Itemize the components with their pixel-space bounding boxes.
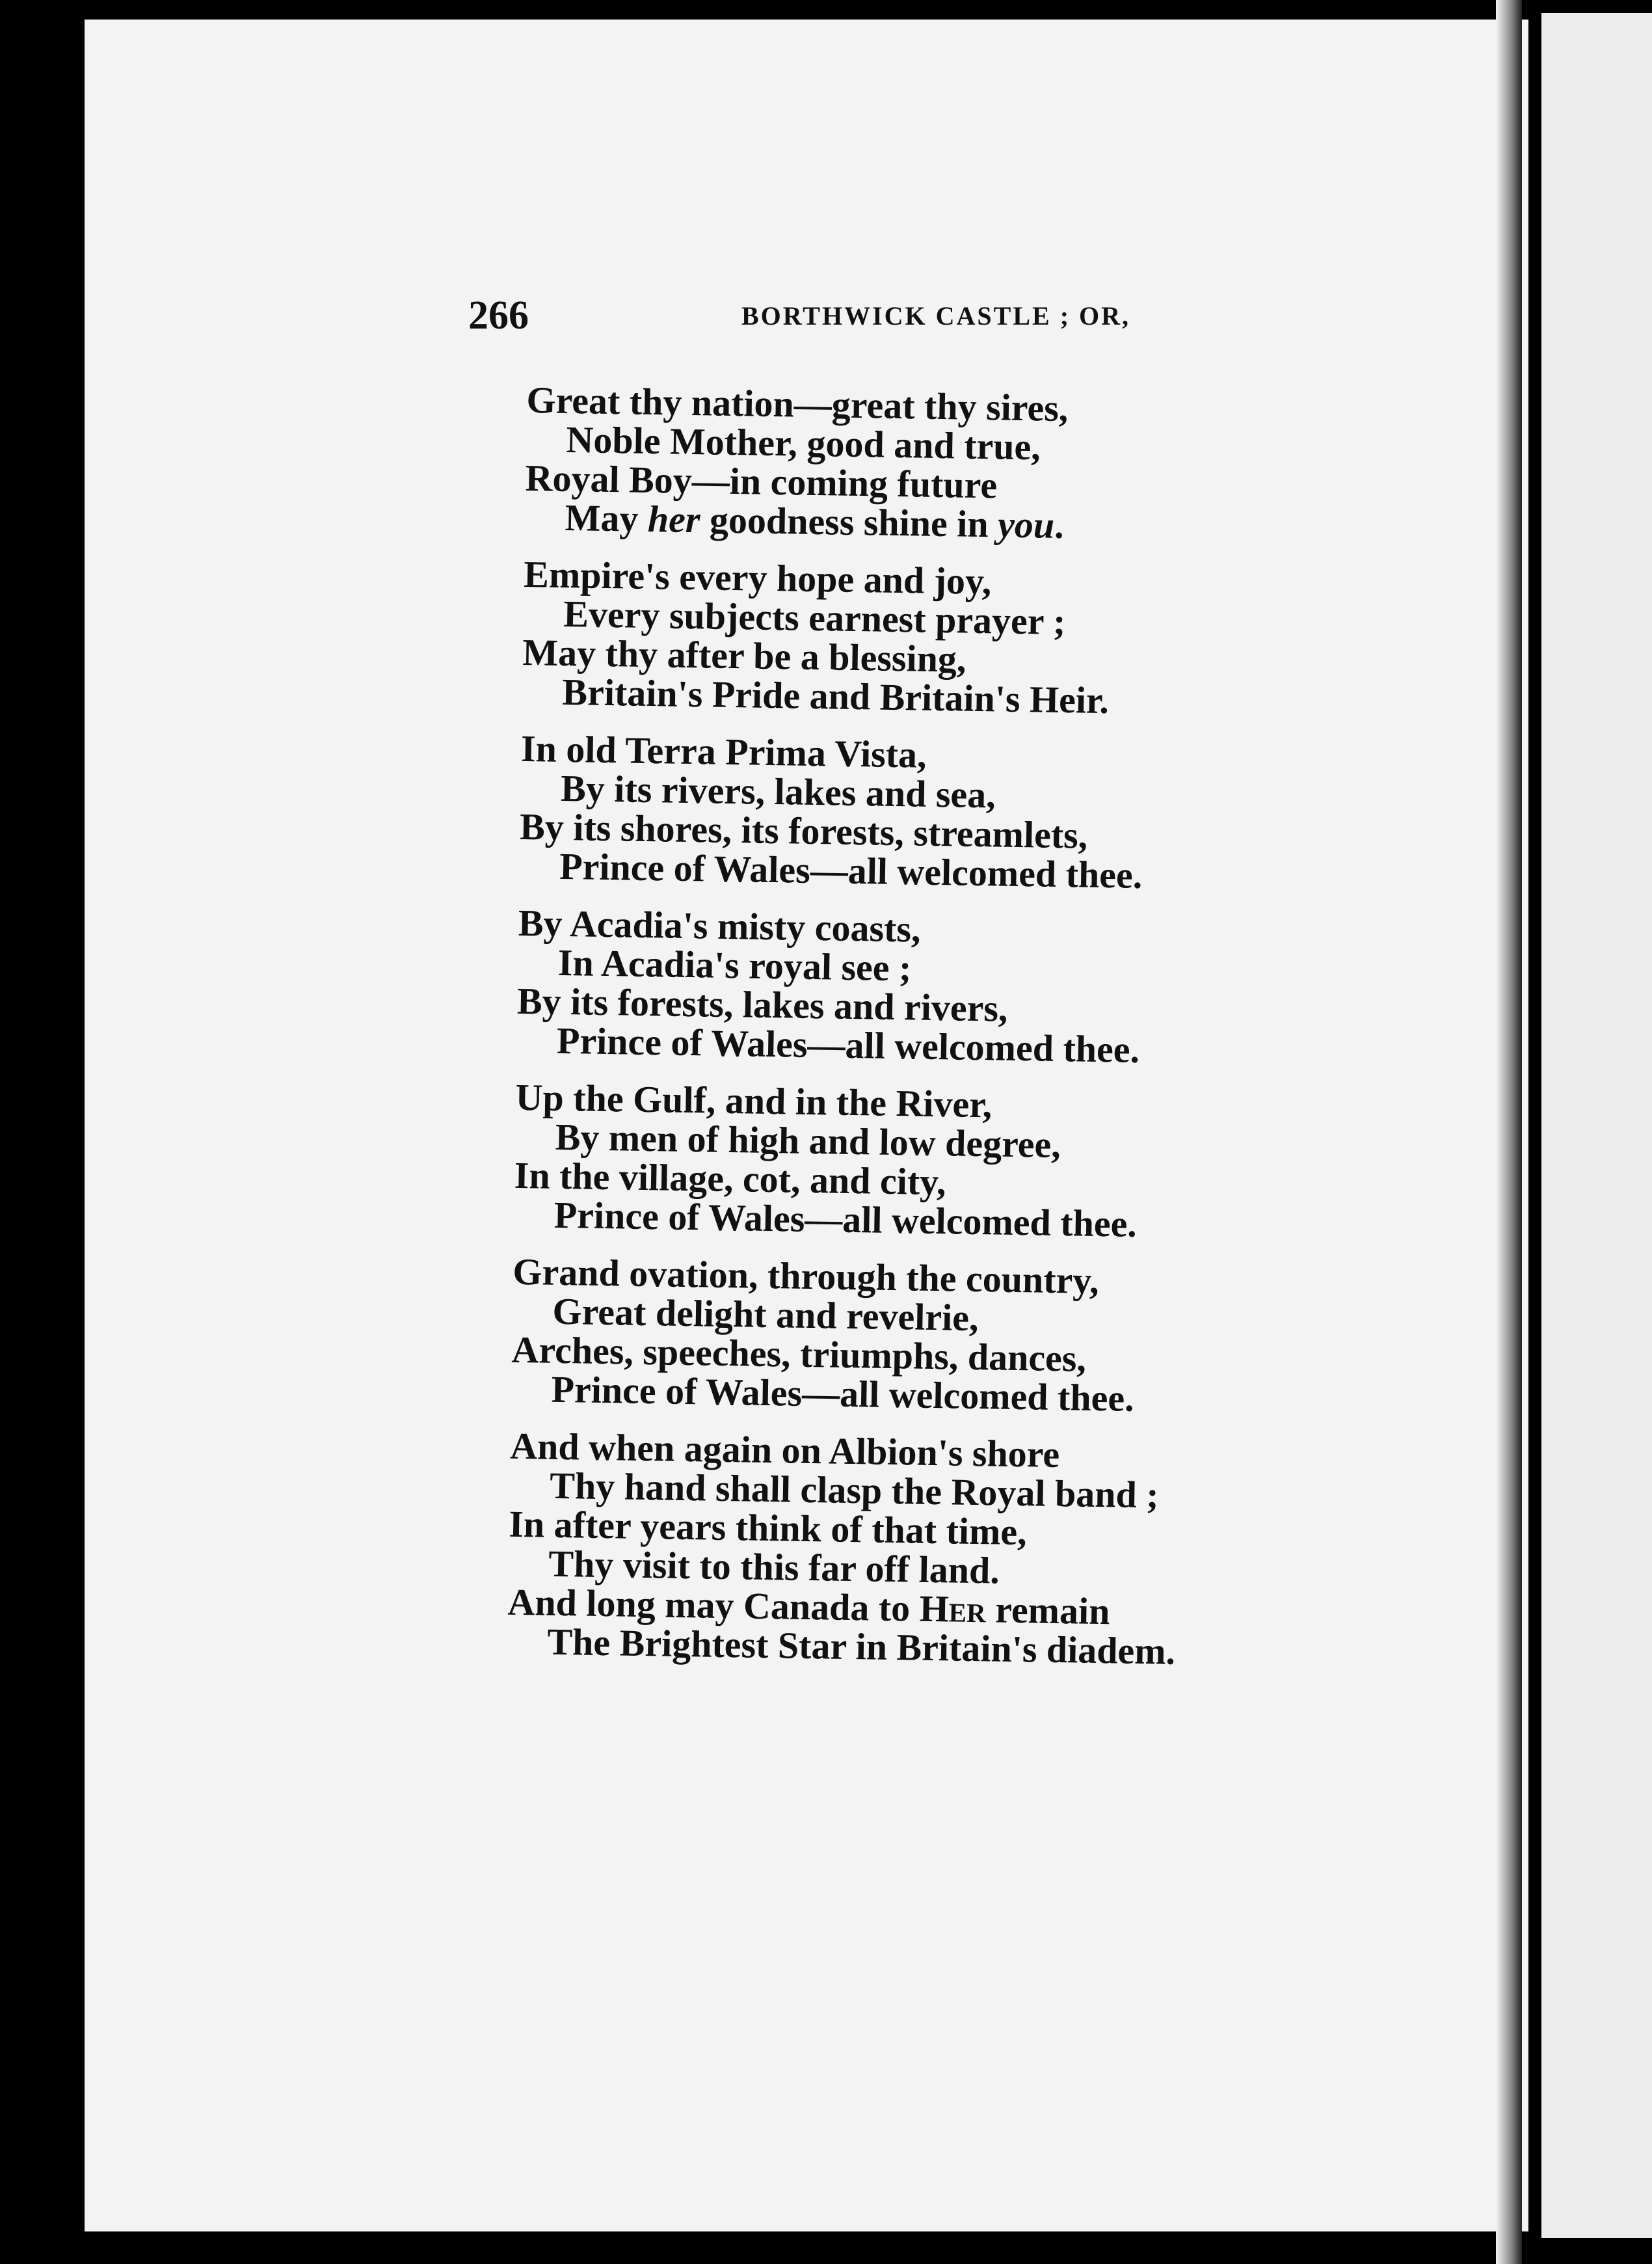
poem-line: Prince of Wales—all welcomed thee.: [551, 1368, 1135, 1420]
emphasis-span: her: [647, 497, 701, 541]
poem-line: Thy visit to this far off land.: [548, 1542, 1000, 1592]
poem-line: Britain's Pride and Britain's Heir.: [561, 670, 1110, 722]
poem-line: Great thy nation—great thy sires,: [526, 379, 1069, 430]
poem-line: May thy after be a blessing,: [522, 630, 966, 681]
poem-line: Every subjects earnest prayer ;: [563, 592, 1066, 643]
facing-page-edge: [1541, 13, 1652, 2238]
poem-line: Up the Gulf, and in the River,: [515, 1075, 993, 1126]
poem-line: Thy hand shall clasp the Royal band ;: [549, 1464, 1160, 1516]
book-gutter: [1496, 0, 1522, 2264]
poem-line: Empire's every hope and joy,: [523, 552, 992, 603]
poem-line: In Acadia's royal see ;: [557, 941, 912, 990]
emphasis-span: you: [997, 503, 1055, 546]
poem-line: Prince of Wales—all welcomed thee.: [559, 844, 1143, 896]
stanza-5: [513, 1075, 1361, 1247]
poem-line: In the village, cot, and city,: [514, 1153, 947, 1204]
page-number: 266: [468, 293, 529, 338]
poem-line: The Brightest Star in Britain's diadem.: [547, 1620, 1176, 1673]
stanza-7: [507, 1424, 1355, 1674]
poem-line: Royal Boy—in coming future: [525, 456, 998, 507]
stanza-3: [519, 729, 1367, 898]
poem-line: By its shores, its forests, streamlets,: [519, 805, 1088, 857]
poem-line: May her goodness shine in you.: [565, 496, 1065, 546]
stanza-6: [511, 1252, 1359, 1422]
poem-line: By its rivers, lakes and sea,: [560, 766, 996, 816]
stanza-1: [524, 381, 1372, 550]
poem-line: Grand ovation, through the country,: [512, 1250, 1100, 1302]
stanza-4: [516, 901, 1365, 1073]
poem-line: By its forests, lakes and rivers,: [516, 979, 1008, 1030]
poem-line: Noble Mother, good and true,: [566, 418, 1041, 468]
poem-line: Great delight and revelrie,: [552, 1289, 979, 1340]
poem-line: And when again on Albion's shore: [509, 1424, 1060, 1476]
poem-line: In after years think of that time,: [508, 1502, 1028, 1554]
running-title: BORTHWICK CASTLE ; OR,: [741, 301, 1131, 330]
poem-line: In old Terra Prima Vista,: [520, 727, 927, 776]
book-page: [85, 20, 1528, 2231]
poem-line: Prince of Wales—all welcomed thee.: [556, 1019, 1140, 1071]
poem-line: And long may Canada to Her remain: [507, 1580, 1110, 1633]
poem-line: By men of high and low degree,: [555, 1115, 1061, 1166]
emphasis-span: Her: [919, 1587, 987, 1631]
poem-line: By Acadia's misty coasts,: [518, 901, 922, 950]
stanza-2: [522, 552, 1370, 724]
poem-line: Prince of Wales—all welcomed thee.: [553, 1193, 1138, 1245]
poem: [507, 381, 1372, 1692]
poem-line: Arches, speeches, triumphs, dances,: [511, 1328, 1087, 1380]
page-header: [468, 293, 1249, 345]
